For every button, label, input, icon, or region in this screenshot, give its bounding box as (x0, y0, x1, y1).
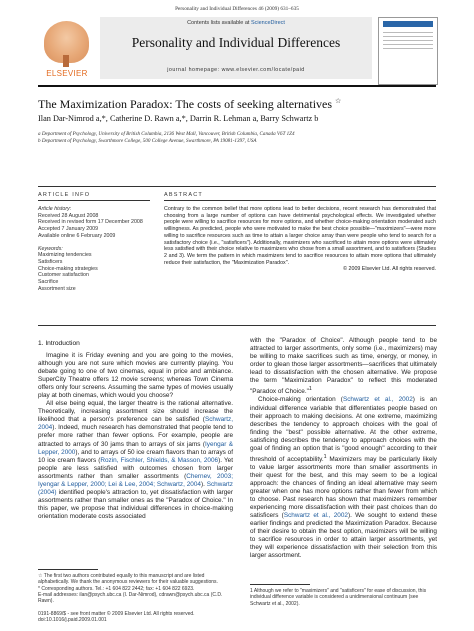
citation-link[interactable]: Rozin, Fischler, Shields, & Masson, 2006 (100, 456, 219, 464)
keyword: Assortment size (38, 285, 76, 292)
banner-rule (38, 85, 436, 87)
cover-line (383, 48, 433, 49)
header-rule (38, 186, 436, 187)
citation-link[interactable]: Iyengar & Lepper, 2000 (38, 440, 233, 456)
abstract-bottom-rule (38, 325, 436, 326)
history-item: Received in revised form 17 December 2008 (38, 219, 143, 226)
journal-cover-image (378, 17, 438, 85)
sciencedirect-link[interactable]: ScienceDirect (250, 20, 285, 26)
abstract-heading: ABSTRACT (164, 192, 203, 198)
citation-link[interactable]: Schwartz, 2004 (38, 416, 233, 432)
body-left-column (38, 352, 233, 521)
text-run: identified people's attraction to, yet dissatisfaction with larger assortments rather than smaller ones as the "Paradox of Choice." In this paper, we propose that individual differences in choice-making orientation moderate costs associated (38, 488, 233, 520)
history-item: Accepted 7 January 2009 (38, 226, 99, 233)
text-run: ). Yet people are less satisfied with outcomes chosen from larger assortments rather than smaller assortments ( (38, 456, 233, 480)
cover-line (383, 40, 433, 41)
body-right-column (250, 337, 437, 561)
keyword: Satisficers (38, 258, 63, 265)
keyword: Customer satisfaction (38, 272, 89, 279)
text-run: Maximizers may be particularly likely to value larger assortments more than smaller assortments in their quest for the best, and this may seem to be a logical approach: the chances of finding an ideal alternative may seem greater when one has more options rather than fewer from which to choose. Past research has shown that maximizers remember experiencing more dissatisfaction with their past choices than do satisficers ( (250, 455, 437, 520)
title-footnote-mark[interactable]: ☆ (335, 97, 342, 105)
affiliation-b: b Department of Psychology, Swarthmore College, 500 College Avenue, Swarthmore, PA 19081-1397, USA (38, 138, 257, 144)
article-info (38, 206, 150, 292)
article-info-heading: ARTICLE INFO (38, 192, 91, 198)
affiliation-a: a Department of Psychology, University of British Columbia, 2136 West Mall, Vancouver, British Columbia, Canada V6T 1Z4 (38, 131, 295, 137)
paragraph (250, 396, 437, 560)
journal-header-box (100, 17, 372, 79)
footnote-right: 1 Although we refer to "maximizers" and "satisficers" for ease of discussion, this individual difference variable is considered a unidimensional continuum (see Schwartz et al., 2002). (250, 588, 427, 607)
contents-prefix: Contents lists available at (187, 20, 251, 26)
keywords-label: Keywords: (38, 245, 63, 252)
cover-line (383, 44, 433, 45)
contents-line (100, 20, 372, 26)
paragraph (250, 337, 437, 396)
text-run: All else being equal, the larger theatre is the rational alternative. Theoretically, increasing assortment size should increase the likelihood that a person's preference can be satisfied ( (38, 400, 233, 424)
section-heading: 1. Introduction (38, 340, 80, 347)
doi-line: 0191-8869/$ - see front matter © 2009 Elsevier Ltd. All rights reserved. doi:10.1016/j.paid.2009.01.001 (38, 611, 195, 624)
text-run: ). We sought to extend these earlier findings and predicted the Maximization Paradox. Because of their desire to obtain the best option, maximizers will be willing to sacrifice resources in order to attain larger assortments, yet they will experience dissatisfaction with their selection from this larger assortment. (250, 512, 438, 560)
keyword: Sacrifice (38, 279, 59, 286)
paragraph (38, 352, 233, 400)
footnote-marker[interactable]: 1 (308, 386, 312, 393)
cover-line (383, 32, 433, 33)
tree-trunk (63, 55, 69, 67)
copyright-notice: © 2009 Elsevier Ltd. All rights reserved. (343, 266, 436, 273)
keyword: Maximizing tendencies (38, 252, 92, 259)
text-run: with the "Paradox of Choice". Although people tend to be attracted to larger assortments, only some (i.e., maximizers) may be willing to make sacrifices such as time, energy, or money, in order to glean those larger assortments—sacrifices that ultimately lead to dissatisfaction with the chosen alternative. We propose the term "Maximization Paradox" to reflect this moderated "Paradox of Choice." (250, 337, 437, 396)
text-run: ), and to arrays of 50 ice cream flavors than to arrays of 10 ice cream flavors ( (38, 448, 233, 464)
running-head: Personality and Individual Differences 46 (2009) 631–635 (175, 6, 299, 12)
author-list: Ilan Dar-Nimrod a,*, Catherine D. Rawn a,*, Darrin R. Lehman a, Barry Schwartz b (38, 114, 319, 123)
text-run: Choice-making orientation ( (258, 396, 343, 404)
paragraph (38, 400, 233, 521)
cover-line (383, 36, 433, 37)
text-run: ). (200, 480, 207, 488)
paper-title-text: The Maximization Paradox: The costs of seeking alternatives (38, 97, 333, 111)
citation-link[interactable]: Schwartz et al., 2002 (342, 396, 413, 404)
publisher-name: ELSEVIER (46, 69, 88, 78)
citation-link[interactable]: Schwartz et al., 2002 (283, 512, 348, 520)
journal-title: Personality and Individual Differences (131, 35, 341, 50)
cover-banner (383, 21, 433, 27)
journal-homepage[interactable]: journal homepage: www.elsevier.com/locate/paid (167, 67, 305, 73)
footnote-marker[interactable]: 1 (323, 453, 327, 460)
abstract-rule (164, 200, 436, 201)
paper-title (38, 97, 438, 112)
text-run: ). Indeed, much research has demonstrated that people tend to prefer more rather than fewer options. For example, people are attracted to arrays of 30 jams than to arrays of six jams ( (38, 424, 233, 448)
footnote-left: ☆ The first two authors contributed equally to this manuscript and are listed alphabetically. We thank the anonymous reviewers for their valuable suggestions. * Corresponding authors. Tel.: +1 604 822 2442; fax: +1 604 822 6923. E-mail addresses: ilan@psych.ubc.ca (I. Dar-Nimrod), cdrawn@psych.ubc.ca (C.D. Rawn). (38, 573, 223, 605)
abstract (164, 206, 436, 273)
journal-banner (38, 17, 436, 95)
text-run: Imagine it is Friday evening and you are going to the movies, although you are not sure which movies are currently playing. You debate going to one of two cinemas, equal in price and ambiance. SuperCity Theatre offers 12 movie screens; whereas Town Cinema offers only four screens. Assuming the same types of movies usually play at both cinemas, which would you choose? (38, 352, 233, 400)
history-item: Received 28 August 2008 (38, 212, 99, 219)
footnote-rule-right (250, 584, 310, 585)
keyword: Choice-making strategies (38, 265, 98, 272)
history-item: Available online 6 February 2009 (38, 232, 116, 239)
citation-link[interactable]: Schwartz (2004) (38, 480, 233, 496)
article-info-rule (38, 200, 150, 201)
citation-link[interactable]: Chernev, 2003; Iyengar & Lepper, 2000; Lei & Lee, 2004; Schwartz, 2004 (38, 472, 233, 488)
abstract-body: Contrary to the common belief that more options lead to better decisions, recent research has demonstrated that choosing from a large number of options can have detrimental psychological effects. We investigated whether people were willing to sacrifice resources for more options, and whether choice-making orientation moderated such willingness. As predicted, people who were motivated to make the best choice possible—"maximizers"—were more willing to sacrifice resources such as time to attain a larger choice array than were people who tend to search for a satisfactory choice (i.e., "satisficers"). Additionally, maximizers who sacrificed to attain more options were ultimately less satisfied with their choice relative to maximizers who chose from a small assortment, and to satisficers (Studies 2 and 3). We term the pattern in which maximizers tend to sacrifice resources to attain more options that ultimately reduce their satisfaction, the "Maximization Paradox". (164, 206, 436, 266)
publisher-logo (38, 17, 95, 83)
footnote-rule (38, 569, 98, 570)
history-label: Article history: (38, 206, 72, 212)
text-run: ) is an individual difference variable that differentiates people based on their approach to making decisions. At one extreme, maximizing describes the tendency to approach choices with the goal of finding the "best" possible alternative. At the other extreme, satisficing describes the tendency to approach choices with the goal of finding an option that is "good enough" according to their threshold of acceptability. (250, 396, 437, 463)
